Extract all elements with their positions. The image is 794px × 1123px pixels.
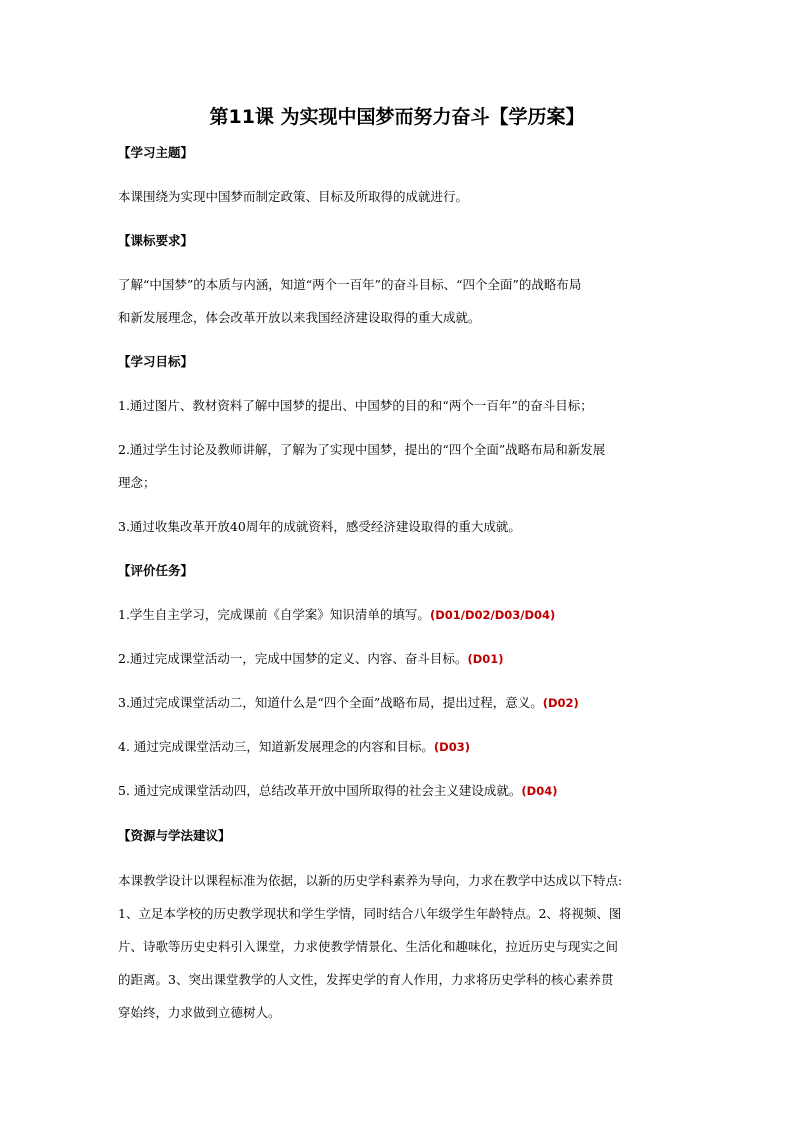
task-item-4 (118, 739, 470, 755)
objective-line-4: 3.通过收集改革开放40周年的成就资料，感受经济建设取得的重大成就。 (118, 519, 521, 534)
resources-line-3: 片、诗歌等历史史料引入课堂，力求使教学情景化、生活化和趣味化，拉近历史与现实之间 (118, 939, 619, 954)
task-text: 3.通过完成课堂活动二，知道什么是“四个全面”战略布局，提出过程，意义。 (118, 695, 543, 710)
task-code: (D03) (433, 740, 470, 754)
objective-line-1: 1.通过图片、教材资料了解中国梦的提出、中国梦的目的和“两个一百年”的奋斗目标； (118, 398, 593, 413)
task-item-3 (118, 695, 579, 711)
objective-line-2: 2.通过学生讨论及教师讲解，了解为了实现中国梦，提出的“四个全面”战略布局和新发展 (118, 442, 606, 457)
theme-line-1: 本课围绕为实现中国梦而制定政策、目标及所取得的成就进行。 (118, 189, 469, 204)
task-code: (D04) (521, 784, 558, 798)
resources-line-2: 1、立足本学校的历史教学现状和学生学情，同时结合八年级学生年龄特点。2、将视频、图 (118, 906, 622, 921)
resources-line-5: 穿始终，力求做到立德树人。 (118, 1005, 281, 1020)
task-text: 1.学生自主学习，完成课前《自学案》知识清单的填写。 (118, 607, 430, 622)
tasks-heading: 【评价任务】 (118, 563, 194, 578)
page-title: 第11课 为实现中国梦而努力奋斗【学历案】 (209, 106, 585, 128)
task-code: (D02) (542, 696, 579, 710)
task-item-5 (118, 783, 557, 799)
task-text: 4. 通过完成课堂活动三，知道新发展理念的内容和目标。 (118, 739, 434, 754)
resources-line-4: 的距离。3、突出课堂教学的人文性，发挥史学的育人作用，力求将历史学科的核心素养贯 (118, 972, 614, 987)
standard-line-1: 了解“中国梦”的本质与内涵，知道“两个一百年”的奋斗目标、“四个全面”的战略布局 (118, 277, 582, 292)
task-item-2 (118, 651, 504, 667)
task-item-1 (118, 607, 555, 623)
task-code: (D01/D02/D03/D04) (429, 608, 556, 622)
task-code: (D01) (467, 652, 504, 666)
resources-line-1: 本课教学设计以课程标准为依据，以新的历史学科素养为导向，力求在教学中达成以下特点: (118, 873, 623, 888)
resources-heading: 【资源与学法建议】 (118, 828, 231, 843)
task-text: 2.通过完成课堂活动一，完成中国梦的定义、内容、奋斗目标。 (118, 651, 468, 666)
objectives-heading: 【学习目标】 (118, 354, 194, 369)
standard-heading: 【课标要求】 (118, 233, 194, 248)
standard-line-2: 和新发展理念，体会改革开放以来我国经济建设取得的重大成就。 (118, 310, 481, 325)
objective-line-3: 理念； (118, 475, 156, 490)
task-text: 5. 通过完成课堂活动四，总结改革开放中国所取得的社会主义建设成就。 (118, 783, 522, 798)
theme-heading: 【学习主题】 (118, 145, 194, 160)
